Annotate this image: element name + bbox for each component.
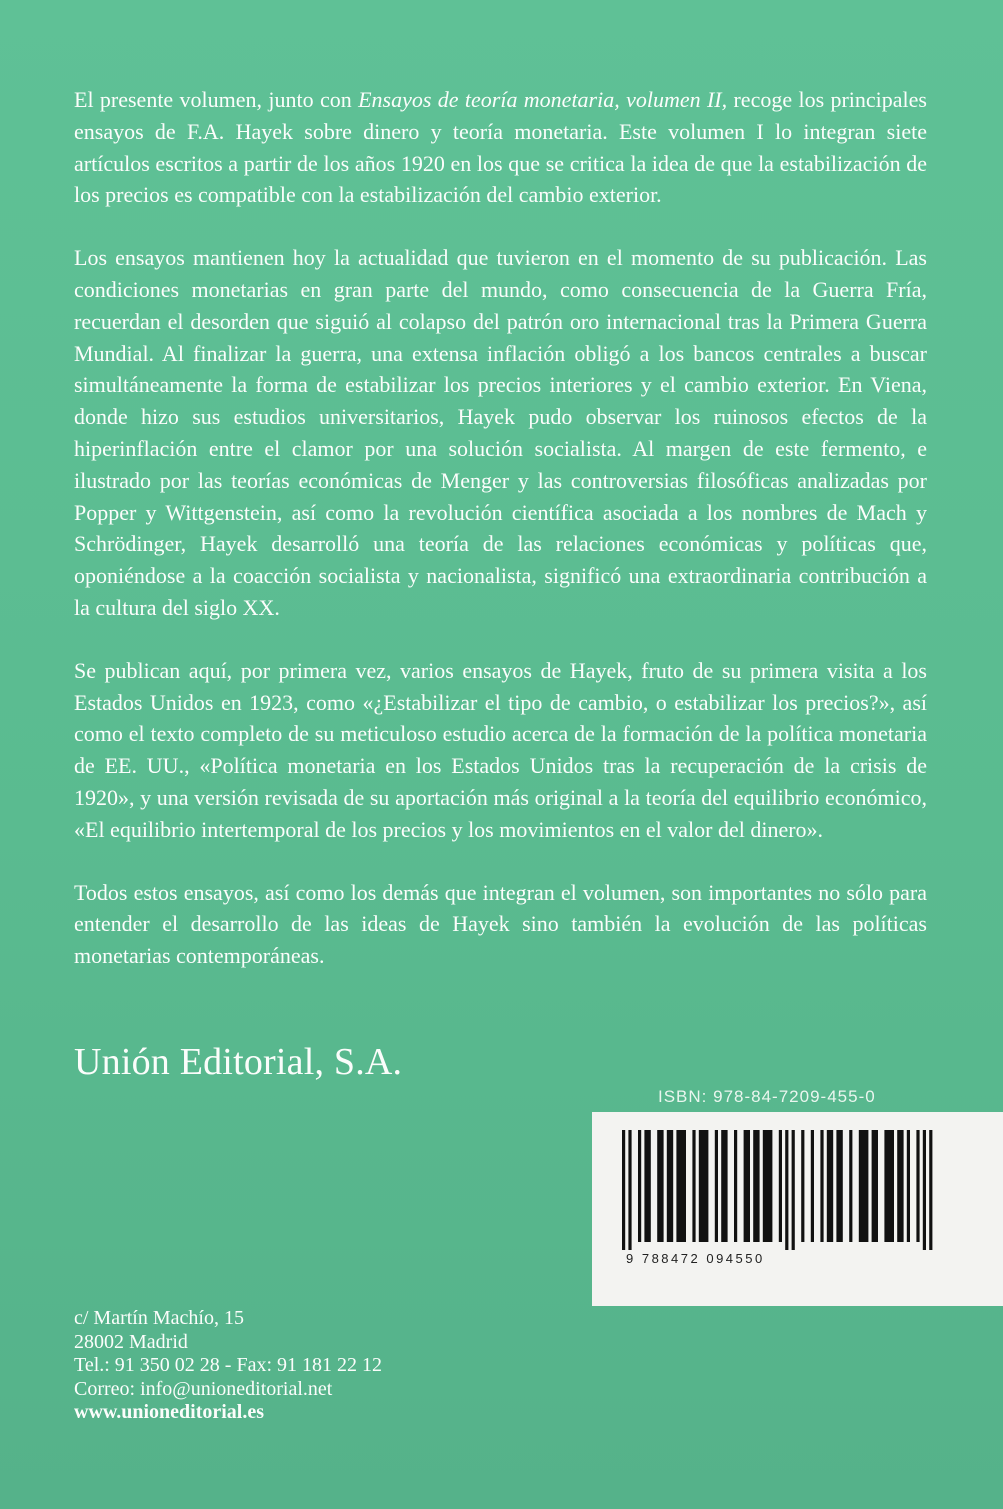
blurb-paragraph-2: Los ensayos mantienen hoy la actualidad que tuvieron en el momento de su publicación. Las condiciones monetarias en gran parte del mundo, como consecuencia de la Guerra Fría, recuerdan el desorden que siguió al colapso del patrón oro internacional tras la Primera Guerra Mundial. Al finalizar la guerra, una extensa inflación obligó a los bancos centrales a buscar simultáneamente la forma de estabilizar los precios interiores y el cambio exterior. En Viena, donde hizo sus estudios universitarios, Hayek pudo observar los ruinosos efectos de la hiperinflación entre el clamor por una solución socialista. Al margen de este fermento, e ilustrado por las teorías económicas de Menger y las controversias filosóficas analizadas por Popper y Wittgenstein, así como la revolución científica asociada a los nombres de Mach y Schrödinger, Hayek desarrolló una teoría de las relaciones económicas y políticas que, oponiéndose a la coacción socialista y nacionalista, significó una extraordinaria contribución a la cultura del siglo XX. — [74, 245, 927, 620]
address-phone-fax: Tel.: 91 350 02 28 - Fax: 91 181 22 12 — [74, 1354, 383, 1376]
barcode-label — [592, 1112, 1003, 1306]
barcode-bar — [849, 1130, 852, 1242]
barcode-bar — [628, 1130, 631, 1250]
barcode-bar — [859, 1130, 869, 1242]
address-email: Correo: info@unioneditorial.net — [74, 1377, 333, 1400]
barcode-bar — [622, 1130, 625, 1250]
barcode-digits: 9 788472 094550 — [626, 1251, 765, 1266]
barcode-bar — [676, 1130, 686, 1242]
barcode-bar — [721, 1130, 727, 1242]
barcode-bar — [923, 1130, 926, 1250]
barcode-bar — [907, 1130, 910, 1242]
barcode-bar — [744, 1130, 750, 1242]
barcode-bar — [811, 1130, 814, 1242]
barcode-bar — [715, 1130, 718, 1242]
barcode-bar — [644, 1130, 650, 1242]
address-city: 28002 Madrid — [74, 1330, 188, 1353]
barcode-bar — [801, 1130, 804, 1242]
barcode-bar — [692, 1130, 695, 1242]
barcode-bar — [657, 1130, 663, 1242]
isbn-label: ISBN: 978-84-7209-455-0 — [658, 1087, 876, 1106]
barcode-bar — [699, 1130, 709, 1242]
barcode-bar — [872, 1130, 878, 1242]
blurb-paragraph-4: Todos estos ensayos, así como los demás que integran el volumen, son importantes no sólo para entender el desarrollo de las ideas de Hayek sino también la evolución de las políticas monetarias contemporáneas. — [74, 879, 927, 969]
blurb-paragraph-1 — [74, 84, 927, 211]
barcode — [614, 1130, 986, 1250]
blurb — [74, 84, 927, 1003]
barcode-bar — [897, 1130, 903, 1242]
barcode-bar — [638, 1130, 641, 1242]
barcode-bar — [820, 1130, 823, 1242]
barcode-bar — [667, 1130, 673, 1242]
blurb-paragraph-3: Se publican aquí, por primera vez, varios ensayos de Hayek, fruto de su primera visita a los Estados Unidos en 1923, como «¿Estabilizar el tipo de cambio, o estabilizar los precios?», así como el texto completo de su meticuloso estudio acerca de la formación de la política monetaria de EE. UU., «Política monetaria en los Estados Unidos tras la recuperación de la crisis de 1920», y una versión revisada de su aportación más original a la teoría del equilibrio económico, «El equilibrio intertemporal de los precios y los movimientos en el valor del dinero». — [74, 657, 927, 842]
companion-volume-title: Ensayos de teoría monetaria, volumen II, — [358, 87, 728, 112]
barcode-bar — [753, 1130, 759, 1242]
address-website: www.unioneditorial.es — [74, 1401, 265, 1423]
barcode-bar — [734, 1130, 737, 1242]
barcode-bar — [779, 1130, 782, 1242]
barcode-bar — [916, 1130, 919, 1242]
barcode-bar — [929, 1130, 932, 1250]
barcode-bar — [763, 1130, 773, 1242]
barcode-bar — [785, 1130, 788, 1250]
barcode-bar — [827, 1130, 833, 1242]
barcode-bar — [792, 1130, 795, 1250]
publisher-name: Unión Editorial, S.A. — [74, 1041, 403, 1083]
address-street: c/ Martín Machío, 15 — [74, 1307, 244, 1329]
barcode-bar — [884, 1130, 894, 1242]
publisher-address — [74, 1307, 382, 1425]
blurb-p1-start: El presente volumen, junto con — [74, 87, 359, 112]
blurb-p1-end: recoge los principales ensayos de F.A. Hayek sobre dinero y teoría monetaria. Este volumen I lo integran siete artículos escritos a partir de los años 1920 en los que se critica la idea de que la estabilización de los precios es compatible con la estabilización del cambio exterior. — [74, 87, 927, 208]
barcode-bar — [836, 1130, 842, 1242]
